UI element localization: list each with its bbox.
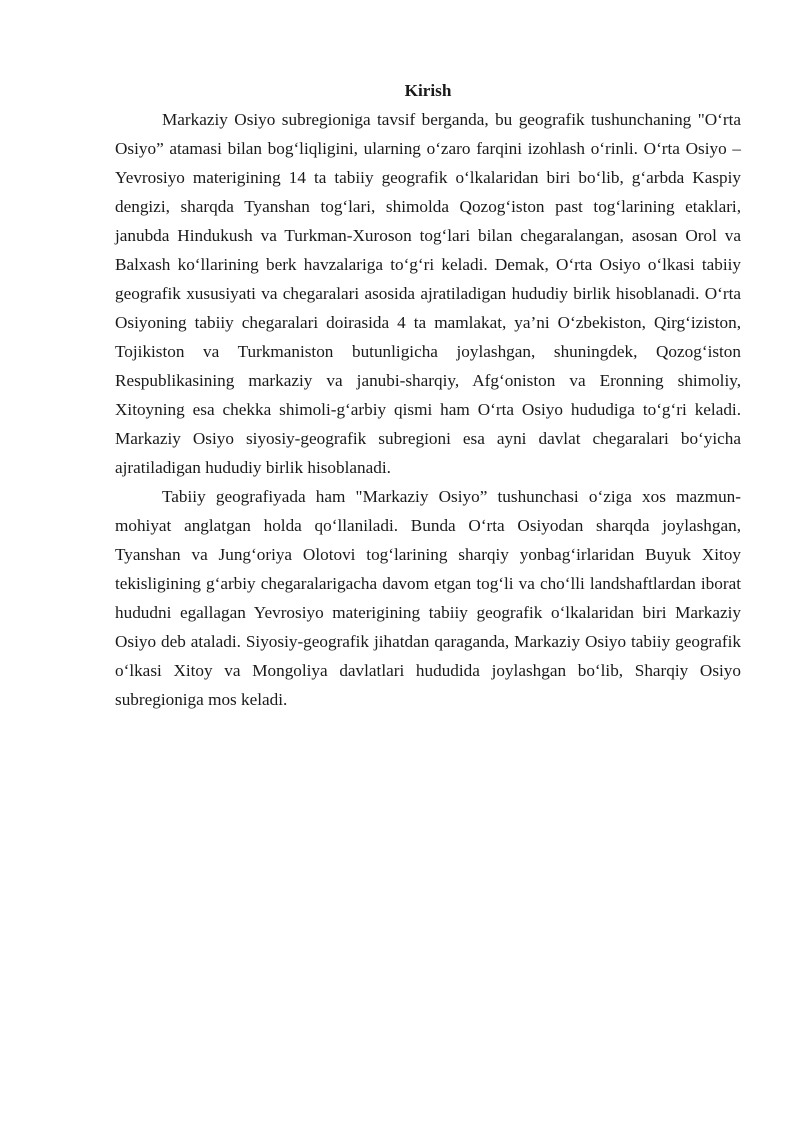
paragraph-1: Markaziy Osiyo subregioniga tavsif berganda, bu geografik tushunchaning "O‘rta Osiyo” atamasi bilan bog‘liqligini, ularning o‘zaro farqini izohlash o‘rinli. O‘rta Osiyo – Yevrosiyo materigining 14 ta tabiiy geografik o‘lkalaridan biri bo‘lib, g‘arbda Kaspiy dengizi, sharqda Tyanshan tog‘lari, shimolda Qozog‘iston past tog‘larining etaklari, janubda Hindukush va Turkman-Xuroson tog‘lari bilan chegaralangan, asosan Orol va Balxash ko‘llarining berk havzalariga to‘g‘ri keladi. Demak, O‘rta Osiyo o‘lkasi tabiiy geografik xususiyati va chegaralari asosida ajratiladigan hududiy birlik hisoblanadi. O‘rta Osiyoning tabiiy chegaralari doirasida 4 ta mamlakat, ya’ni O‘zbekiston, Qirg‘iziston, Tojikiston va Turkmaniston butunligicha joylashgan, shuningdek, Qozog‘iston Respublikasining markaziy va janubi-sharqiy, Afg‘oniston va Eronning shimoliy, Xitoyning esa chekka shimoli-g‘arbiy qismi ham O‘rta Osiyo hududiga to‘g‘ri keladi. Markaziy Osiyo siyosiy-geografik subregioni esa ayni davlat chegaralari bo‘yicha ajratiladigan hududiy birlik hisoblanadi.	[115, 110, 741, 477]
document-body	[115, 76, 741, 714]
paragraph-2: Tabiiy geografiyada ham "Markaziy Osiyo” tushunchasi o‘ziga xos mazmun-mohiyat anglatgan holda qo‘llaniladi. Bunda O‘rta Osiyodan sharqda joylashgan, Tyanshan va Jung‘oriya Olotovi tog‘larining sharqiy yonbag‘irlaridan Buyuk Xitoy tekisligining g‘arbiy chegaralarigacha davom etgan tog‘li va cho‘lli landshaftlardan iborat hududni egallagan Yevrosiyo materigining tabiiy geografik o‘lkalaridan biri Markaziy Osiyo deb ataladi. Siyosiy-geografik jihatdan qaraganda, Markaziy Osiyo tabiiy geografik o‘lkasi Xitoy va Mongoliya davlatlari hududida joylashgan bo‘lib, Sharqiy Osiyo subregioniga mos keladi.	[115, 487, 741, 709]
section-title: Kirish	[404, 81, 452, 100]
